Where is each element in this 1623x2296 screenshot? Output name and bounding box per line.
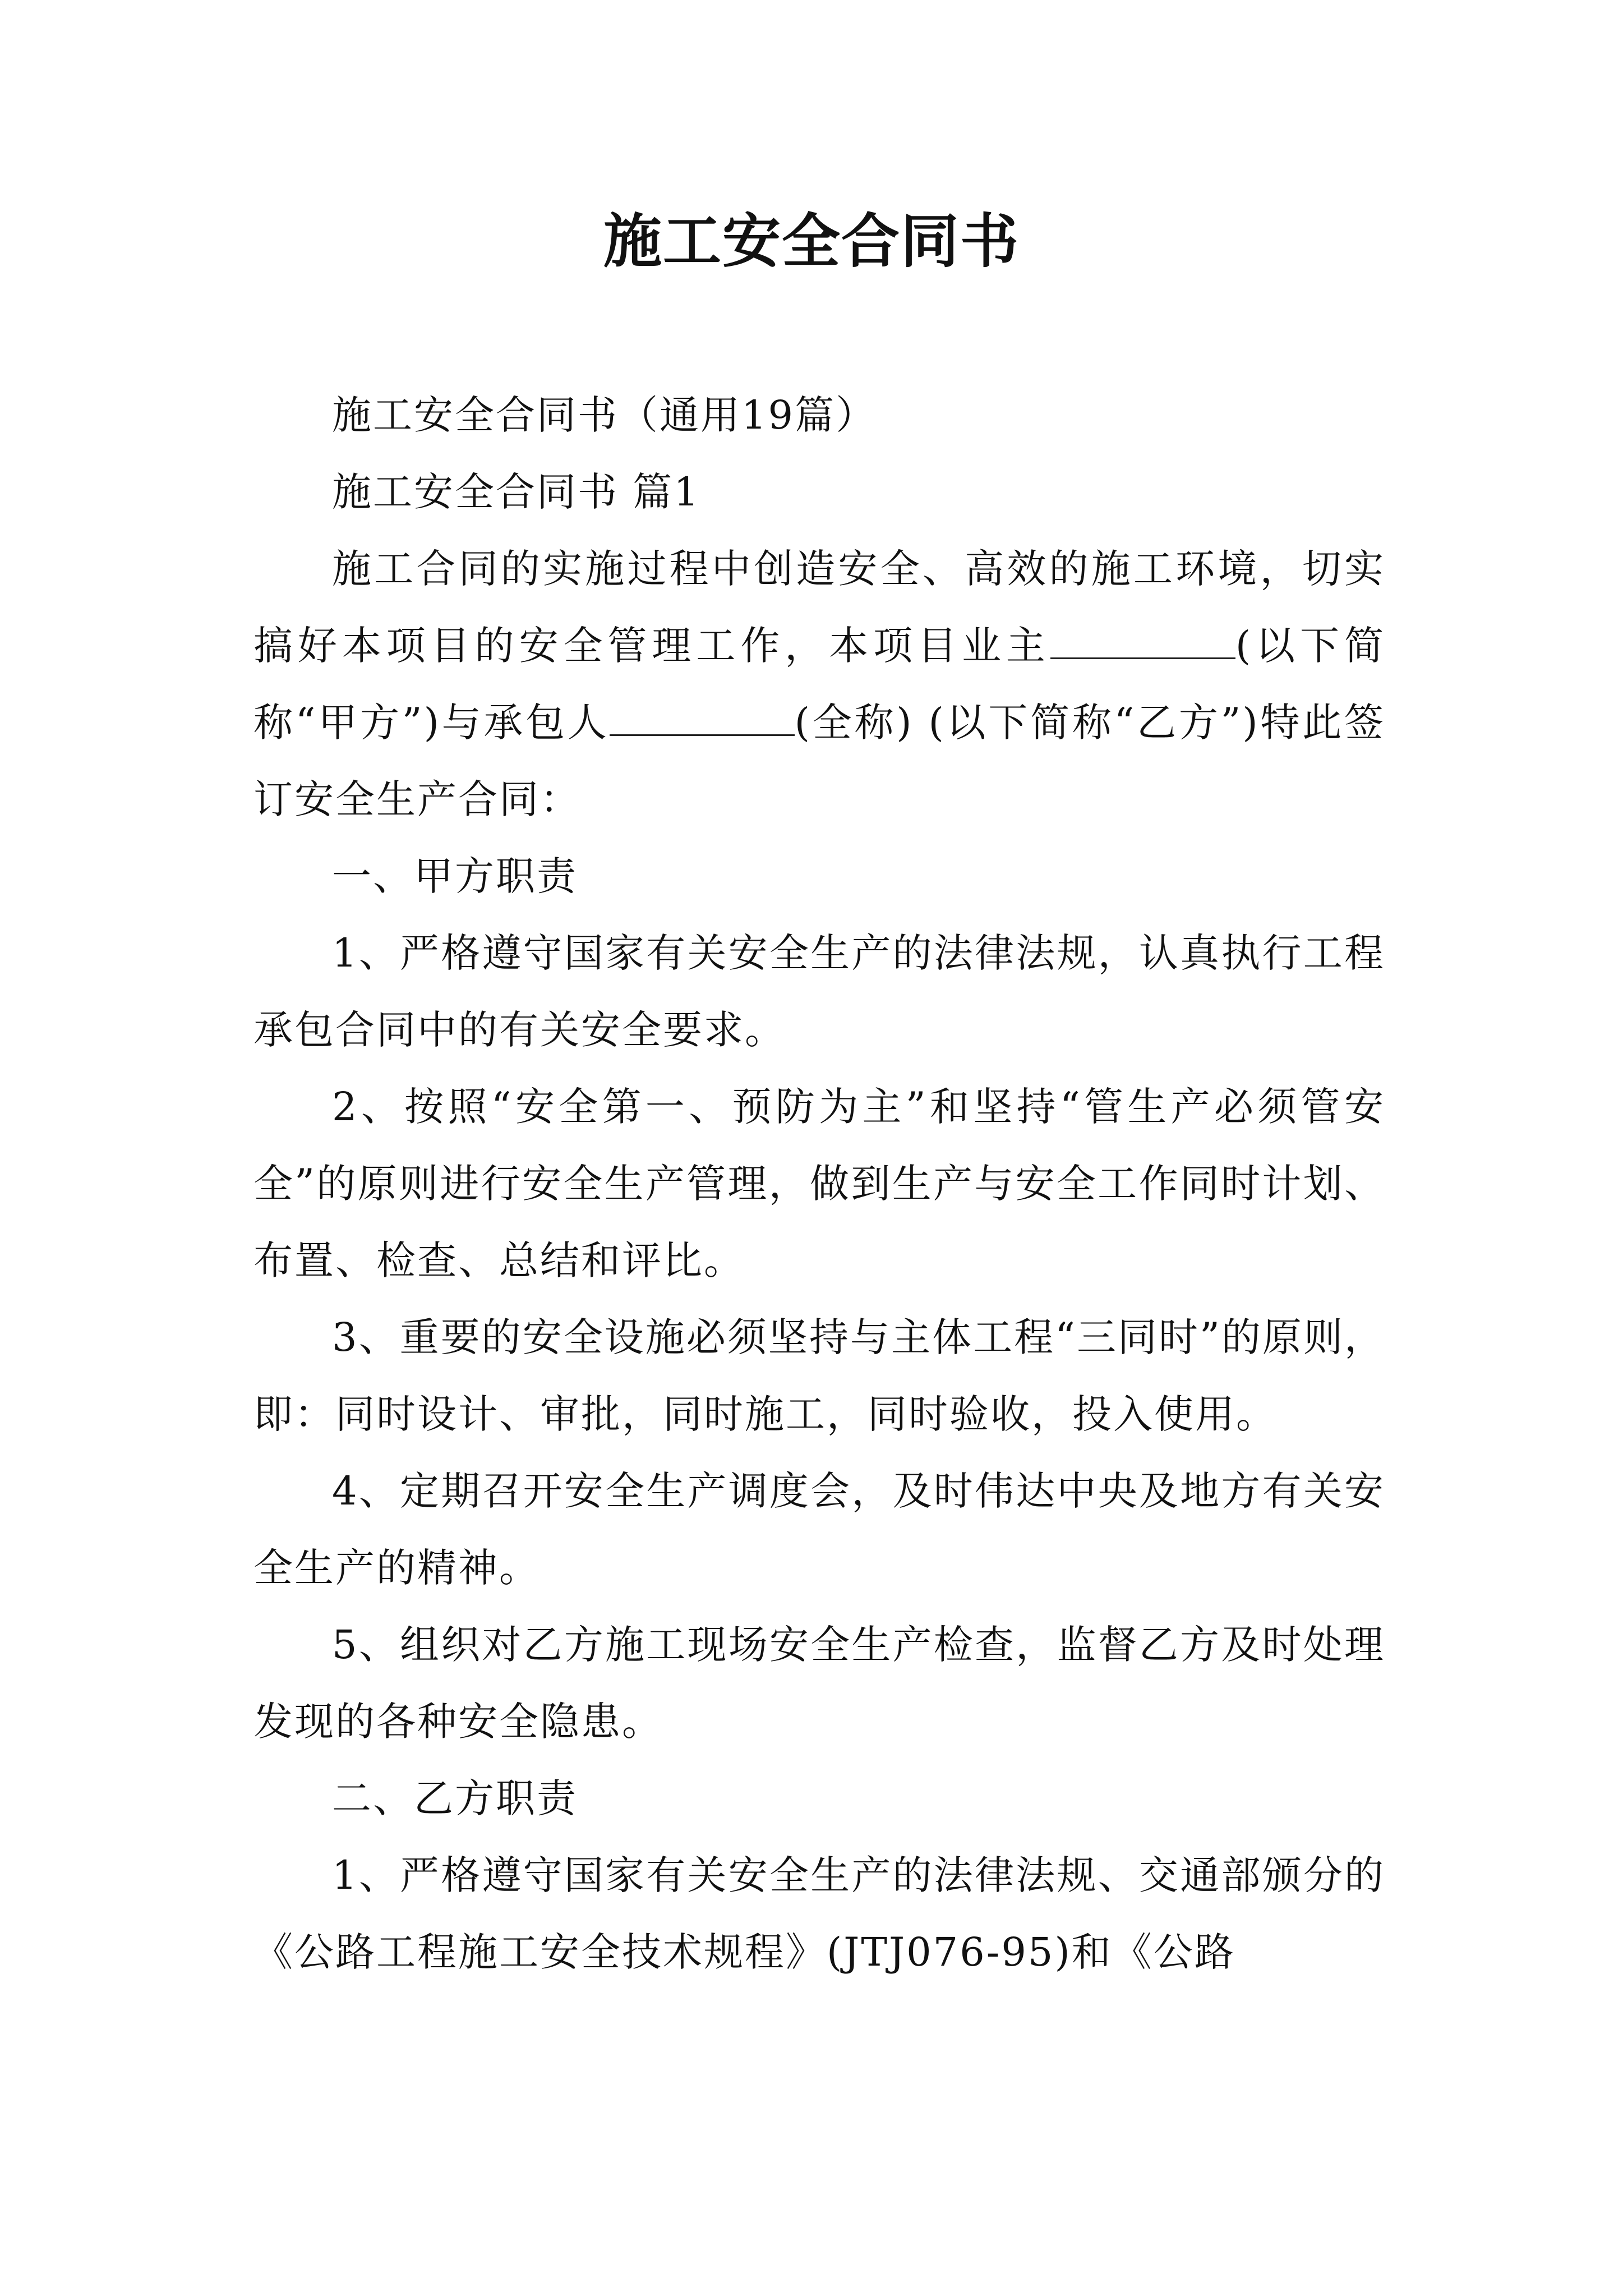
party-a-item: 1、严格遵守国家有关安全生产的法律法规，认真执行工程承包合同中的有关安全要求。 [253, 930, 1385, 1053]
intro-paragraph [253, 531, 1385, 838]
party-a-item: 3、重要的安全设施必须坚持与主体工程“三同时”的原则，即：同时设计、审批，同时施工，同时验收，投入使用。 [253, 1314, 1385, 1437]
intro-text-1: 施工合同的实施过程中创造安全、高效的施工环境，切实搞好本项目的安全管理工作，本项目业主 [253, 546, 1385, 669]
party-b-item: 1、严格遵守国家有关安全生产的法律法规、交通部颁分的《公路工程施工安全技术规程》(JTJ076-95)和《公路 [253, 1852, 1385, 1975]
intro-text-2: (以下简称“甲方”)与承包人 [253, 623, 1385, 746]
party-a-item: 5、组织对乙方施工现场安全生产检查，监督乙方及时处理发现的各种安全隐患。 [253, 1622, 1385, 1745]
party-a-heading: 一、甲方职责 [332, 853, 578, 899]
party-b-heading: 二、乙方职责 [332, 1775, 578, 1821]
contractor-name-blank [610, 701, 795, 736]
owner-name-blank [1050, 624, 1235, 659]
document-title: 施工安全合同书 [603, 206, 1020, 275]
subtitle: 施工安全合同书（通用19篇） [332, 392, 877, 438]
intro-text-3: (全称) (以下简称“乙方”)特此签订安全生产合同： [253, 700, 1385, 822]
document-body [253, 377, 1385, 1991]
party-a-item: 4、定期召开安全生产调度会，及时伟达中央及地方有关安全生产的精神。 [253, 1468, 1385, 1591]
section-heading: 施工安全合同书 篇1 [332, 469, 700, 515]
party-a-item: 2、按照“安全第一、预防为主”和坚持“管生产必须管安全”的原则进行安全生产管理，做到生产与安全工作同时计划、布置、检查、总结和评比。 [253, 1084, 1385, 1283]
